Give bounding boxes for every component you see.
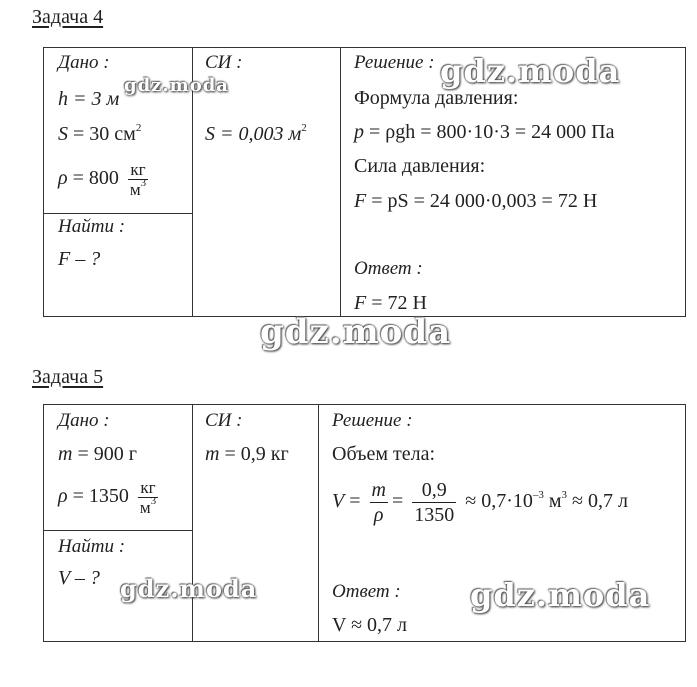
watermark-medium-1: gdz.moda <box>120 574 258 603</box>
task4-find-heading: Найти : <box>58 216 126 237</box>
task5-answer: V ≈ 0,7 л <box>332 614 408 636</box>
task4-answer-heading: Ответ : <box>354 258 423 279</box>
task5-given-m: m = 900 г <box>58 443 137 465</box>
task5-frac-values: $\frac{0,9}{1350}$ <box>414 479 455 526</box>
task4-si-heading: СИ : <box>205 52 243 73</box>
task5-frac-m-rho: $\frac{m}{\rho}$ <box>371 479 386 526</box>
task4-pressure-calc: p = ρgh = 800·10·3 = 24 000 Па <box>354 121 615 143</box>
task5-volume-calc: V = $\frac{m}{\rho}$ = $\frac{0,9}{1350}$ ≈ $0,7\cdot 10^{-3}$ $м^3 \approx 0,7$ л <box>332 479 628 526</box>
task4-pressure-formula-label: Формула давления: <box>354 87 519 109</box>
task4-rho-unit: $\frac{кг}{м^3}$ <box>129 160 147 199</box>
task5-answer-heading: Ответ : <box>332 581 401 602</box>
task5-given-rho: ρ = 1350 $\frac{кг}{м^3}$ <box>58 478 157 517</box>
task4-given-rho: ρ = 800 $\frac{кг}{м^3}$ <box>58 160 147 199</box>
watermark-large-2: gdz.moda <box>260 312 452 352</box>
task4-si-S: S = 0,003 $м^2$ <box>205 122 307 145</box>
watermark-large-3: gdz.moda <box>470 576 651 614</box>
task4-title: Задача 4 <box>32 6 104 28</box>
task4-answer: F = 72 Н <box>354 292 427 314</box>
task5-find-V: V – ? <box>58 567 100 589</box>
task5-rho-unit: $\frac{кг}{м^3}$ <box>139 478 157 517</box>
task5-si-m: m = 0,9 кг <box>205 443 289 465</box>
task5-find-heading: Найти : <box>58 536 126 557</box>
task4-find-F: F – ? <box>58 248 101 270</box>
task5-title: Задача 5 <box>32 366 104 388</box>
task4-given-heading: Дано : <box>58 52 110 73</box>
task4-given-h: h = 3 м <box>58 88 120 110</box>
task4-force-label: Сила давления: <box>354 155 486 177</box>
watermark-small-1: gdz.moda <box>124 75 229 96</box>
task5-volume-label: Объем тела: <box>332 443 436 465</box>
task4-force-calc: F = pS = 24 000·0,003 = 72 Н <box>354 190 598 212</box>
task5-si-heading: СИ : <box>205 410 243 431</box>
task5-si-cell <box>193 405 319 642</box>
watermark-large-1: gdz.moda <box>440 52 621 90</box>
task4-given-S: S = 30 $см^2$ <box>58 122 142 145</box>
task5-given-heading: Дано : <box>58 410 110 431</box>
task5-solution-heading: Решение : <box>332 410 413 431</box>
task4-solution-heading: Решение : <box>354 52 435 73</box>
